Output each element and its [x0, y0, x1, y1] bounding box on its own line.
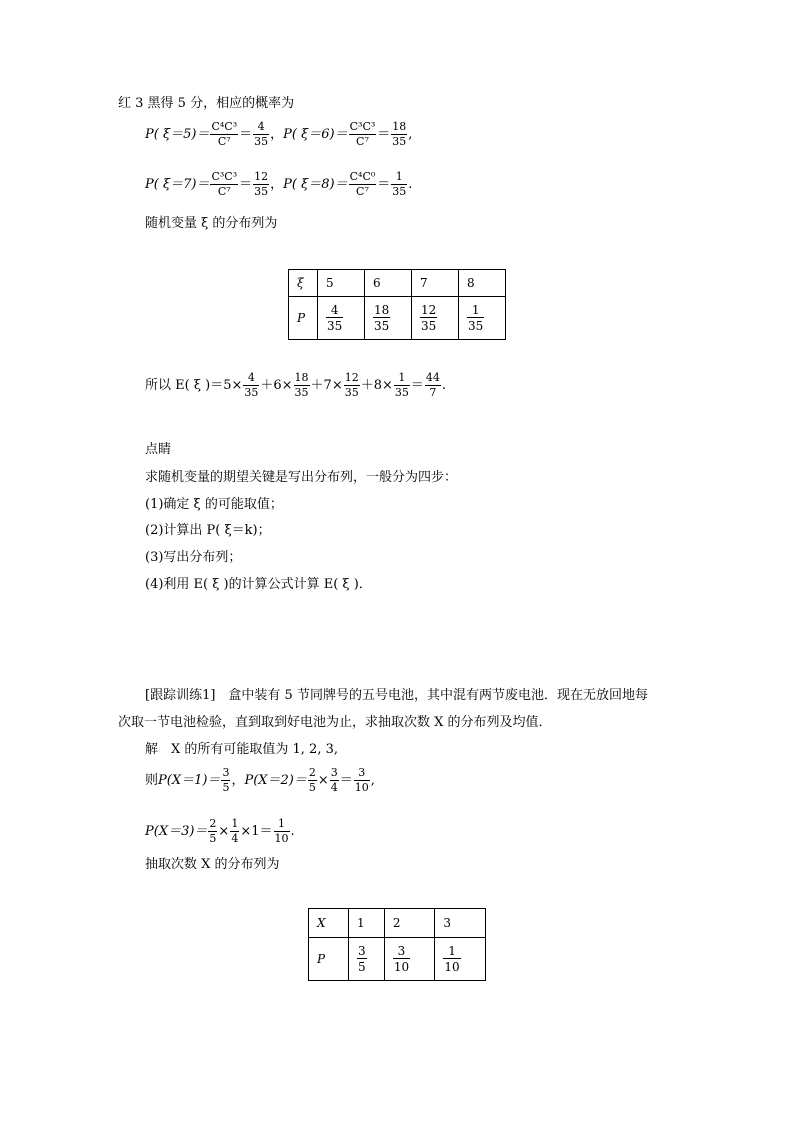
p8-combo-fraction: $\frac{\text{C⁴C⁰}}{\text{C⁷}}$ — [349, 170, 376, 198]
p7-combo-fraction: $\frac{\text{C³C³}}{\text{C⁷}}$ — [211, 170, 238, 198]
px3-b-fraction: $\frac{1}{4}$ — [231, 817, 239, 845]
exp-fraction-4: $\frac{1}{35}$ — [394, 371, 409, 399]
p5-label: P( ξ＝5)＝ — [145, 127, 210, 142]
p7-fraction: $\frac{12}{35}$ — [254, 170, 269, 198]
table-cell: 8 — [459, 270, 506, 297]
table-row — [289, 270, 506, 297]
p6-label: P( ξ＝6)＝ — [283, 127, 348, 142]
cell-fraction: $\frac{12}{35}$ — [421, 302, 437, 333]
table-cell: X — [309, 909, 349, 938]
p7-label: P( ξ＝7)＝ — [145, 177, 210, 192]
table2-intro: 抽取次数 X 的分布列为 — [145, 857, 280, 872]
px-formula-row-2: P(X＝3)＝ $\frac{2}{5}$ × $\frac{1}{4}$ ×1＝ $\frac{1}{10}$ . — [145, 817, 295, 845]
px3-fraction: $\frac{1}{10}$ — [274, 817, 289, 845]
cell-fraction: $\frac{3}{5}$ — [358, 943, 366, 974]
table-cell — [384, 938, 435, 981]
table-cell — [435, 938, 486, 981]
px3-a-fraction: $\frac{2}{5}$ — [209, 817, 217, 845]
p5-fraction: $\frac{4}{35}$ — [254, 120, 269, 148]
p6-fraction: $\frac{18}{35}$ — [392, 120, 407, 148]
exp-fraction-2: $\frac{18}{35}$ — [294, 371, 309, 399]
px2-b-fraction: $\frac{3}{4}$ — [330, 766, 338, 794]
step-1: (1)确定 ξ 的可能取值； — [145, 497, 283, 512]
cell-fraction: $\frac{3}{10}$ — [393, 943, 410, 974]
cell-fraction: $\frac{4}{35}$ — [327, 302, 343, 333]
p8-fraction: $\frac{1}{35}$ — [392, 170, 407, 198]
exercise-line-2: 次取一节电池检验，直到取到好电池为止，求抽取次数 X 的分布列及均值． — [118, 715, 552, 730]
px2-fraction: $\frac{3}{10}$ — [354, 766, 369, 794]
table-cell: 6 — [365, 270, 412, 297]
cell-fraction: $\frac{1}{35}$ — [468, 302, 484, 333]
prob-formula-row-2: P( ξ＝7)＝ $\frac{\text{C³C³}}{\text{C⁷}}$ ＝ $\frac{12}{35}$ ，P( ξ＝8)＝ $\frac{\text{C⁴C⁰}}{\text{C⁷}}$ ＝ $\frac{1}{35}$ . — [145, 170, 413, 198]
expectation-formula: 所以 E( ξ )＝5× $\frac{4}{35}$ ＋6× $\frac{18}{35}$ ＋7× $\frac{12}{35}$ ＋8× $\frac{1}{35}$ ＝ $\frac{44}{7}$ . — [145, 371, 447, 399]
table-cell — [412, 297, 459, 340]
exp-fraction-3: $\frac{12}{35}$ — [344, 371, 359, 399]
exp-result-fraction: $\frac{44}{7}$ — [425, 371, 440, 399]
solution-line: 解 X 的所有可能取值为 1, 2, 3, — [145, 742, 338, 757]
table-cell — [459, 297, 506, 340]
table-cell — [349, 938, 385, 981]
px2-a-fraction: $\frac{2}{5}$ — [308, 766, 316, 794]
x-distribution-table — [308, 908, 486, 981]
table-cell: ξ — [289, 270, 318, 297]
exercise-line-1: [跟踪训练1] 盒中装有 5 节同牌号的五号电池，其中混有两节废电池．现在无放回地每 — [145, 688, 648, 703]
table-row — [289, 297, 506, 340]
table-row — [309, 938, 486, 981]
table-cell: 7 — [412, 270, 459, 297]
table-cell: 1 — [349, 909, 385, 938]
cell-fraction: $\frac{1}{10}$ — [444, 943, 460, 974]
px1-fraction: $\frac{3}{5}$ — [222, 766, 230, 794]
table-cell — [318, 297, 365, 340]
cell-fraction: $\frac{18}{35}$ — [374, 302, 390, 333]
px-formula-row-1: 则P(X＝1)＝ $\frac{3}{5}$ ，P(X＝2)＝ $\frac{2}{5}$ × $\frac{3}{4}$ ＝ $\frac{3}{10}$ , — [145, 766, 375, 794]
table-row — [309, 909, 486, 938]
step-3: (3)写出分布列； — [145, 550, 242, 565]
distribution-intro: 随机变量 ξ 的分布列为 — [145, 216, 278, 231]
prob-formula-row-1: P( ξ＝5)＝ $\frac{\text{C⁴C³}}{\text{C⁷}}$ ＝ $\frac{4}{35}$ ，P( ξ＝6)＝ $\frac{\text{C³C³}}{\text{C⁷}}$ ＝ $\frac{18}{35}$ , — [145, 120, 413, 148]
table-cell: 2 — [384, 909, 435, 938]
p6-combo-fraction: $\frac{\text{C³C³}}{\text{C⁷}}$ — [349, 120, 376, 148]
p5-combo-fraction: $\frac{\text{C⁴C³}}{\text{C⁷}}$ — [211, 120, 238, 148]
table-cell: P — [309, 938, 349, 981]
xi-distribution-table — [288, 269, 506, 340]
step-4: (4)利用 E( ξ )的计算公式计算 E( ξ )． — [145, 577, 372, 592]
intro-line: 红 3 黑得 5 分，相应的概率为 — [118, 96, 295, 111]
dianjing-text: 求随机变量的期望关键是写出分布列，一般分为四步： — [145, 470, 458, 485]
step-2: (2)计算出 P( ξ＝k)； — [145, 523, 271, 538]
table-cell: P — [289, 297, 318, 340]
table-cell — [365, 297, 412, 340]
table-cell: 3 — [435, 909, 486, 938]
exp-fraction-1: $\frac{4}{35}$ — [244, 371, 259, 399]
p8-label: P( ξ＝8)＝ — [283, 177, 348, 192]
table-cell: 5 — [318, 270, 365, 297]
dianjing-title: 点睛 — [145, 442, 172, 457]
